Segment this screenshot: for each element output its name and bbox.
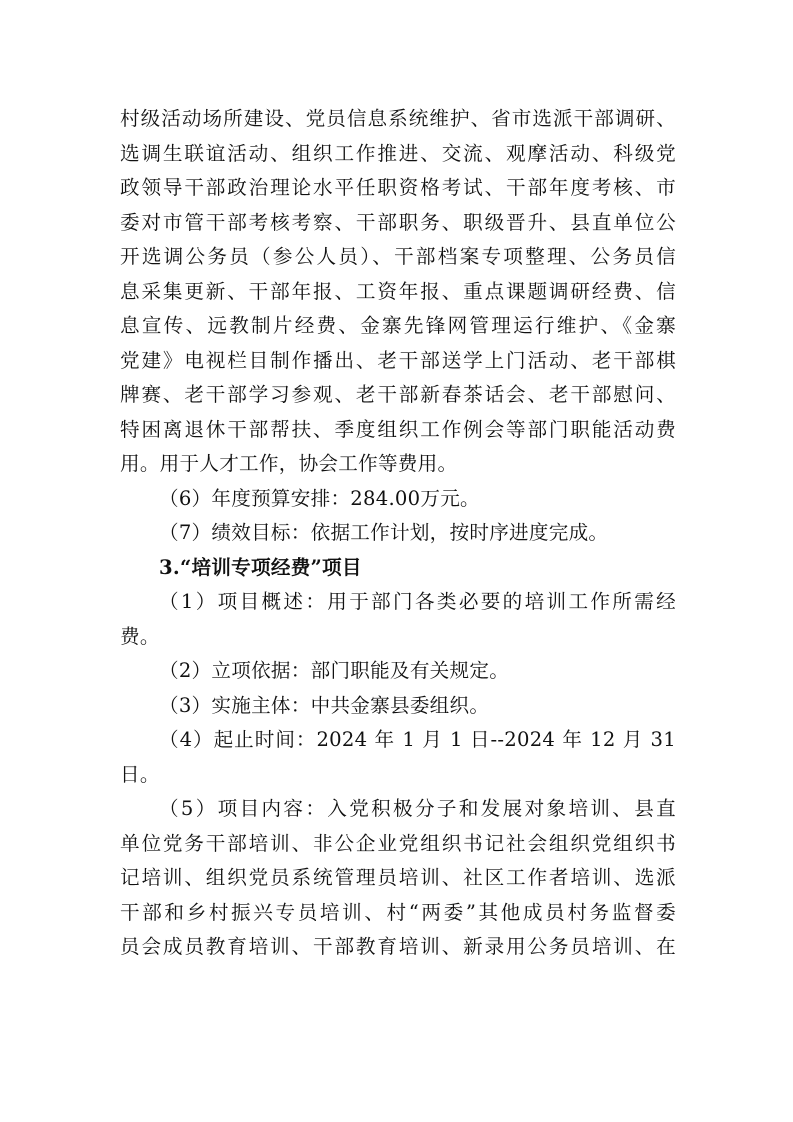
continued-paragraph [120,102,676,482]
text-line: 开选调公务员（参公人员）、干部档案专项整理、公务员信 [120,245,676,268]
text-line: 员会成员教育培训、干部教育培训、新录用公务员培训、在 [120,935,676,958]
text-line: 单位党务干部培训、非公企业党组织书记社会组织党组织书 [120,831,676,855]
text-line: 用。用于人才工作，协会工作等费用。 [120,452,458,475]
document-body [120,102,676,965]
subject-line: （3）实施主体：中共金寨县委组织。 [159,693,490,717]
content-paragraph [120,792,676,965]
text-line: （5）项目内容：入党积极分子和发展对象培训、县直 [159,797,676,820]
period-line: （4）起止时间：2024 年 1 月 1 日--2024 年 12 月 31 日。 [120,728,676,786]
text-line: 息采集更新、干部年报、工资年报、重点课题调研经费、信 [120,279,676,303]
text-line: 费。 [120,624,160,648]
text-line: 记培训、组织党员系统管理员培训、社区工作者培训、选派 [120,866,676,889]
text-line: 选调生联谊活动、组织工作推进、交流、观摩活动、科级党 [120,141,676,165]
text-line: 干部和乡村振兴专员培训、村“两委”其他成员村务监督委 [120,900,676,924]
text-line: 政领导干部政治理论水平任职资格考试、干部年度考核、市 [120,176,676,199]
section-heading: 3.“培训专项经费”项目 [159,555,362,579]
text-line: 委对市管干部考核考察、干部职务、职级晋升、县直单位公 [120,210,676,234]
text-line: 牌赛、老干部学习参观、老干部新春茶话会、老干部慰问、 [120,383,676,406]
text-line: 特困离退休干部帮扶、季度组织工作例会等部门职能活动费 [120,417,676,441]
text-line: 息宣传、远教制片经费、金寨先锋网管理运行维护、《金寨 [120,314,676,337]
budget-line: （6）年度预算安排：284.00万元。 [159,486,480,510]
overview-paragraph [120,585,676,654]
text-line: 党建》电视栏目制作播出、老干部送学上门活动、老干部棋 [120,348,676,372]
text-line: （1）项目概述：用于部门各类必要的培训工作所需经 [159,590,676,613]
performance-line: （7）绩效目标：依据工作计划，按时序进度完成。 [159,521,609,544]
basis-line: （2）立项依据：部门职能及有关规定。 [159,659,510,682]
text-line: 村级活动场所建设、党员信息系统维护、省市选派干部调研、 [120,107,676,130]
